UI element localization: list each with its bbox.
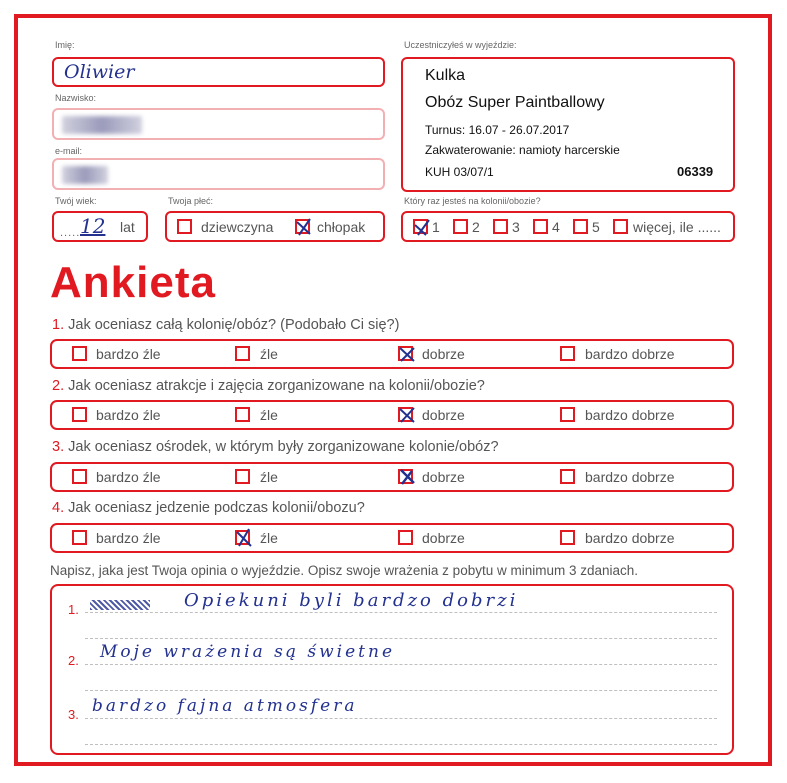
plec-option-chlopak: chłopak [317, 219, 366, 235]
ktory-raz-label: Który raz jesteś na kolonii/obozie? [404, 196, 541, 206]
question-4 [52, 500, 365, 516]
q3-checkbox-dobrze[interactable] [398, 469, 413, 484]
question-2 [52, 378, 485, 394]
q3-option-bardzo-dobrze: bardzo dobrze [585, 469, 675, 485]
raz-option-2: 2 [472, 219, 480, 235]
q2-checkbox-bardzo-zle[interactable] [72, 407, 87, 422]
question-2-text: Jak oceniasz atrakcje i zajęcia zorganizowane na kolonii/obozie? [68, 378, 485, 394]
opinion-num-1: 1. [68, 602, 79, 617]
wiek-label: Twój wiek: [55, 196, 97, 206]
answer-row-3 [50, 462, 734, 492]
redacted-email [62, 166, 108, 184]
q1-checkbox-bardzo-zle[interactable] [72, 346, 87, 361]
opinion-text-1: Opiekuni byli bardzo dobrzi [184, 590, 519, 611]
q4-option-bardzo-dobrze: bardzo dobrze [585, 530, 675, 546]
question-3-text: Jak oceniasz ośrodek, w którym były zorganizowane kolonie/obóz? [68, 439, 499, 455]
checkbox-raz-2[interactable] [453, 219, 468, 234]
nazwisko-label: Nazwisko: [55, 93, 97, 103]
info-line2: Obóz Super Paintballowy [425, 94, 605, 111]
imie-label: Imię: [55, 40, 75, 50]
opinion-box[interactable] [50, 584, 734, 755]
question-1-text: Jak oceniasz całą kolonię/obóz? (Podobało Ci się?) [68, 317, 400, 333]
info-line1: Kulka [425, 67, 466, 84]
q1-checkbox-dobrze[interactable] [398, 346, 413, 361]
raz-option-3: 3 [512, 219, 520, 235]
uczestnik-label: Uczestniczyłeś w wyjeździe: [404, 40, 517, 50]
q3-checkbox-bardzo-dobrze[interactable] [560, 469, 575, 484]
email-label: e-mail: [55, 146, 83, 156]
q3-option-zle: źle [260, 469, 278, 485]
q1-option-dobrze: dobrze [422, 346, 465, 362]
question-4-num: 4. [52, 500, 65, 516]
plec-field [165, 211, 385, 242]
q2-checkbox-bardzo-dobrze[interactable] [560, 407, 575, 422]
wiek-field[interactable] [52, 211, 148, 242]
raz-option-wiecej: więcej, ile ...... [633, 219, 721, 235]
info-number: 06339 [677, 164, 714, 179]
question-4-text: Jak oceniasz jedzenie podczas kolonii/obozu? [68, 500, 365, 516]
q2-option-dobrze: dobrze [422, 407, 465, 423]
q4-checkbox-bardzo-zle[interactable] [72, 530, 87, 545]
nazwisko-field[interactable] [52, 108, 385, 140]
plec-option-dziewczyna: dziewczyna [201, 219, 274, 235]
opinion-line [85, 690, 717, 691]
answer-row-2 [50, 400, 734, 430]
q4-checkbox-dobrze[interactable] [398, 530, 413, 545]
q3-option-bardzo-zle: bardzo źle [96, 469, 161, 485]
opinion-line [85, 664, 717, 665]
question-1-num: 1. [52, 317, 65, 333]
checkbox-raz-5[interactable] [573, 219, 588, 234]
info-code: KUH 03/07/1 [425, 165, 494, 179]
info-zakwaterowanie: Zakwaterowanie: namioty harcerskie [425, 143, 620, 157]
q1-option-zle: źle [260, 346, 278, 362]
question-3 [52, 439, 499, 455]
opinion-text-3: bardzo fajna atmosfera [92, 696, 358, 716]
q1-option-bardzo-dobrze: bardzo dobrze [585, 346, 675, 362]
q3-checkbox-zle[interactable] [235, 469, 250, 484]
checkbox-chlopak[interactable] [295, 219, 310, 234]
checkbox-raz-1[interactable] [413, 219, 428, 234]
opinion-text-2: Moje wrażenia są świetne [100, 642, 396, 662]
opinion-line [85, 638, 717, 639]
opinion-num-3: 3. [68, 707, 79, 722]
imie-field[interactable] [52, 57, 385, 87]
question-3-num: 3. [52, 439, 65, 455]
checkbox-raz-3[interactable] [493, 219, 508, 234]
opinion-line [85, 718, 717, 719]
q4-option-bardzo-zle: bardzo źle [96, 530, 161, 546]
checkbox-dziewczyna[interactable] [177, 219, 192, 234]
raz-option-1: 1 [432, 219, 440, 235]
checkbox-raz-4[interactable] [533, 219, 548, 234]
wiek-dots: ..... [60, 227, 81, 239]
q1-checkbox-zle[interactable] [235, 346, 250, 361]
q1-checkbox-bardzo-dobrze[interactable] [560, 346, 575, 361]
checkbox-raz-wiecej[interactable] [613, 219, 628, 234]
opinion-prompt: Napisz, jaka jest Twoja opinia o wyjeździe. Opisz swoje wrażenia z pobytu w minimum 3 zdaniach. [50, 563, 639, 578]
redacted-surname [62, 116, 142, 134]
q3-option-dobrze: dobrze [422, 469, 465, 485]
ktory-raz-field [401, 211, 735, 242]
q2-option-bardzo-dobrze: bardzo dobrze [585, 407, 675, 423]
opinion-num-2: 2. [68, 653, 79, 668]
q3-checkbox-bardzo-zle[interactable] [72, 469, 87, 484]
q2-checkbox-dobrze[interactable] [398, 407, 413, 422]
q2-option-bardzo-zle: bardzo źle [96, 407, 161, 423]
q4-option-dobrze: dobrze [422, 530, 465, 546]
question-2-num: 2. [52, 378, 65, 394]
q4-option-zle: źle [260, 530, 278, 546]
imie-value: Oliwier [64, 61, 135, 83]
q2-option-zle: źle [260, 407, 278, 423]
email-field[interactable] [52, 158, 385, 190]
wiek-unit: lat [120, 219, 135, 235]
answer-row-1 [50, 339, 734, 369]
q2-checkbox-zle[interactable] [235, 407, 250, 422]
opinion-line [85, 612, 717, 613]
survey-title: Ankieta [50, 258, 216, 307]
question-1 [52, 317, 399, 333]
q4-checkbox-zle[interactable] [235, 530, 250, 545]
q1-option-bardzo-zle: bardzo źle [96, 346, 161, 362]
opinion-line [85, 744, 717, 745]
trip-info-box [401, 57, 735, 192]
raz-option-4: 4 [552, 219, 560, 235]
raz-option-5: 5 [592, 219, 600, 235]
info-turnus: Turnus: 16.07 - 26.07.2017 [425, 123, 570, 137]
q4-checkbox-bardzo-dobrze[interactable] [560, 530, 575, 545]
wiek-value: 12 [80, 214, 106, 238]
answer-row-4 [50, 523, 734, 553]
plec-label: Twoja płeć: [168, 196, 214, 206]
crossed-out-scribble [90, 600, 150, 610]
